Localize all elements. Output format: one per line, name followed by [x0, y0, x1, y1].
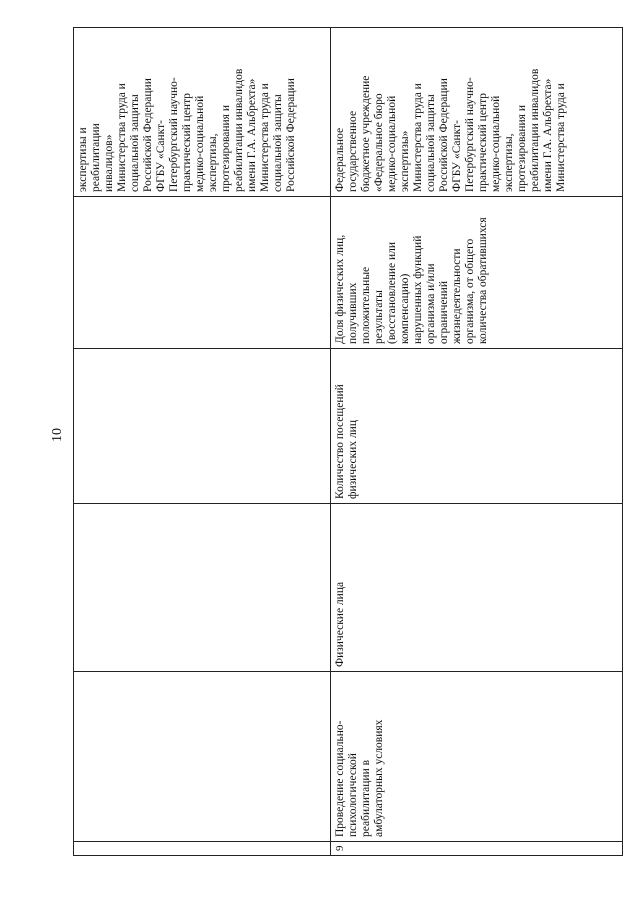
row-number: 9	[334, 845, 346, 851]
cell-institution-continuation	[74, 28, 331, 197]
cell-consumers-empty	[74, 504, 331, 672]
institution-text-continuation: экспертизы и реабилитации инвалидов» Министерства труда и социальной защиты Российской Федерации ФГБУ «Санкт- Петербургский научно- практический центр медико-социальной экспертизы, протезирования и реабилитации инвалидов имени Г.А. Альбрехта» Министерства труда и социальной защиты Российской Федерации	[77, 68, 297, 192]
consumers-text: Физические лица	[334, 581, 346, 667]
table-container	[73, 28, 608, 856]
rotated-table-frame	[73, 28, 608, 856]
table-row-continuation	[74, 28, 331, 856]
page-number: 10	[50, 428, 65, 442]
cell-volume-indicator	[331, 349, 623, 504]
volume-indicator-text: Количество посещений физических лиц	[334, 384, 359, 499]
table-row-9	[331, 28, 623, 856]
cell-number-empty	[74, 842, 331, 856]
service-name-text: Проведение социально- психологической реабилитации в амбулаторных условиях	[334, 719, 385, 837]
cell-service-empty	[74, 672, 331, 842]
cell-consumers	[331, 504, 623, 672]
cell-quality-indicator-empty	[74, 197, 331, 349]
quality-indicator-text: Доля физических лиц, получивших положительные результаты (восстановление или компенсацию) нарушенных функций организма и/или ограничений жизнедеятельности организма, от общего количества обратившихся	[334, 217, 489, 344]
services-table	[73, 27, 623, 856]
institution-text: Федеральное государственное бюджетное учреждение «Федеральное бюро медико-социальной экспертизы» Министерства труда и социальной защиты Российской Федерации ФГБУ «Санкт- Петербургский научно- практический центр медико-социальной экспертизы, протезирования и реабилитации инвалидов имени Г.А. Альбрехта» Министерства труда и	[334, 68, 567, 192]
cell-institution	[331, 28, 623, 197]
cell-service-name	[331, 672, 623, 842]
cell-volume-indicator-empty	[74, 349, 331, 504]
cell-number	[331, 842, 623, 856]
cell-quality-indicator	[331, 197, 623, 349]
